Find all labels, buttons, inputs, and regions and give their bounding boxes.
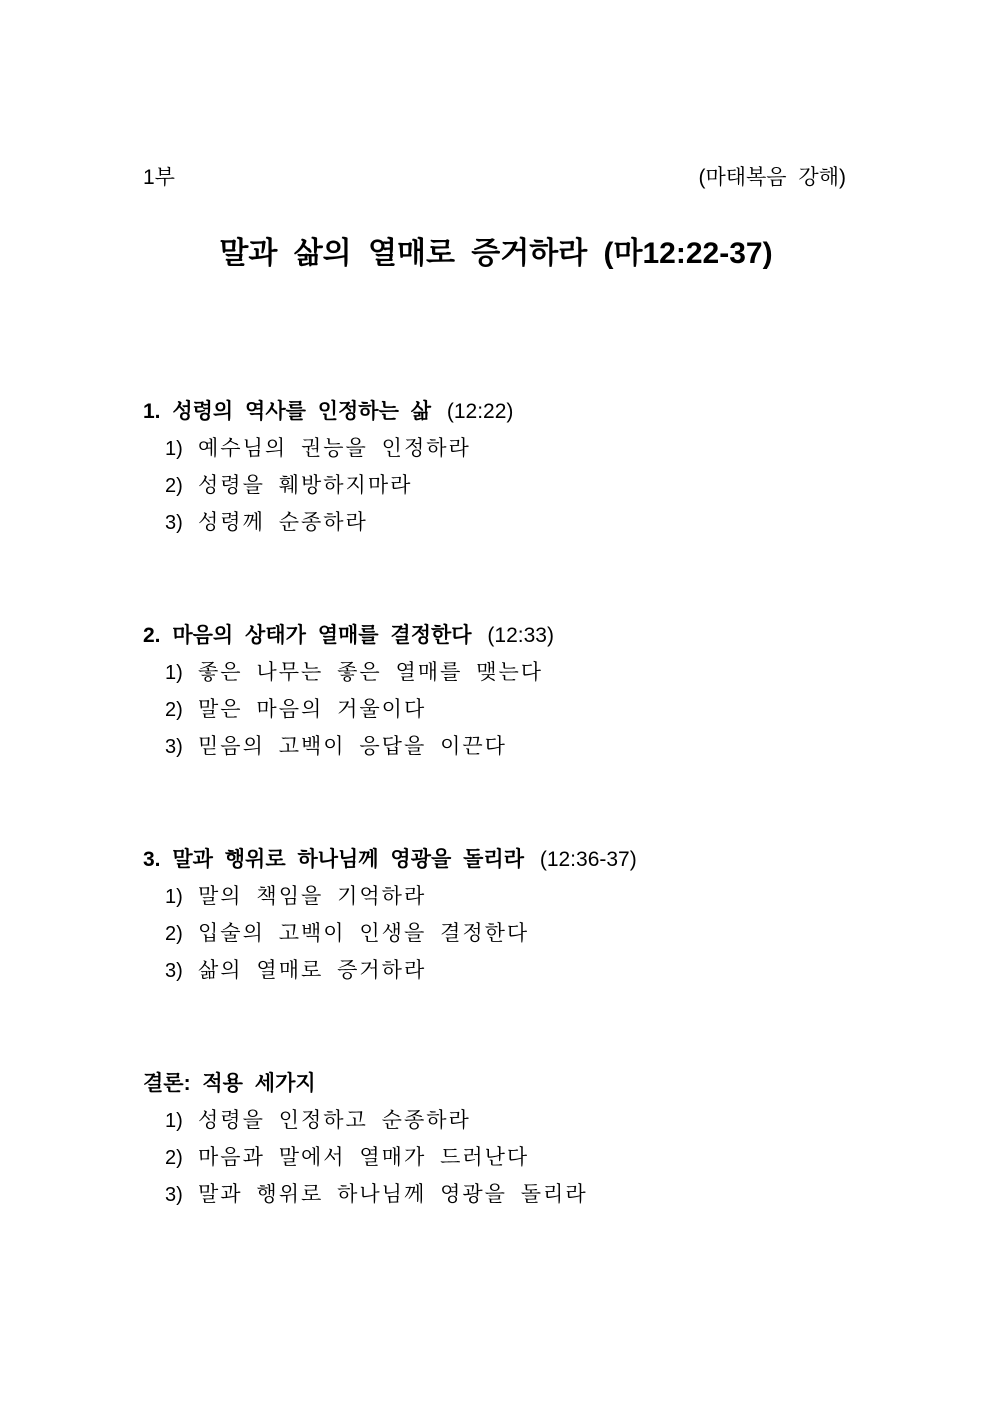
- list-item: [143, 657, 863, 694]
- item-number: 3): [165, 512, 183, 534]
- scripture-reference: (12:36-37): [539, 848, 637, 871]
- item-text: 말의 책임을 기억하라: [198, 885, 427, 908]
- item-number: 1): [165, 886, 183, 908]
- part-label: 1부: [143, 166, 175, 189]
- conclusion-section: [143, 1068, 863, 1216]
- list-item: [143, 1105, 863, 1142]
- item-text: 말과 행위로 하나님께 영광을 돌리라: [198, 1183, 588, 1206]
- item-text: 입술의 고백이 인생을 결정한다: [198, 922, 530, 945]
- list-item: [143, 470, 863, 507]
- series-label: (마태복음 강해): [698, 166, 846, 189]
- scripture-reference: (12:33): [487, 624, 554, 647]
- item-number: 3): [165, 1184, 183, 1206]
- page-header: [143, 162, 846, 194]
- list-item: [143, 731, 863, 768]
- item-number: 1): [165, 662, 183, 684]
- list-item: [143, 955, 863, 992]
- section-heading: [143, 396, 863, 428]
- list-item: [143, 507, 863, 544]
- section-heading-text: 결론: 적용 세가지: [143, 1072, 316, 1095]
- item-text: 말은 마음의 거울이다: [198, 698, 427, 721]
- section-heading: [143, 1068, 863, 1100]
- item-number: 2): [165, 1147, 183, 1169]
- section-item-list: [143, 433, 863, 544]
- section-heading: [143, 844, 863, 876]
- section-1: [143, 396, 863, 544]
- item-number: 2): [165, 923, 183, 945]
- document-title: 말과 삶의 열매로 증거하라 (마12:22-37): [219, 237, 773, 270]
- section-heading: [143, 620, 863, 652]
- list-item: [143, 918, 863, 955]
- item-text: 좋은 나무는 좋은 열매를 맺는다: [198, 661, 544, 684]
- item-text: 성령을 인정하고 순종하라: [198, 1109, 471, 1132]
- item-number: 1): [165, 1110, 183, 1132]
- section-heading-text: 1. 성령의 역사를 인정하는 삶: [143, 400, 431, 423]
- item-number: 2): [165, 699, 183, 721]
- item-number: 3): [165, 736, 183, 758]
- item-number: 3): [165, 960, 183, 982]
- section-heading-text: 2. 마음의 상태가 열매를 결정한다: [143, 624, 472, 647]
- item-number: 1): [165, 438, 183, 460]
- section-heading-text: 3. 말과 행위로 하나님께 영광을 돌리라: [143, 848, 524, 871]
- section-2: [143, 620, 863, 768]
- section-item-list: [143, 881, 863, 992]
- section-item-list: [143, 657, 863, 768]
- section-item-list: [143, 1105, 863, 1216]
- list-item: [143, 694, 863, 731]
- item-number: 2): [165, 475, 183, 497]
- list-item: [143, 881, 863, 918]
- scripture-reference: (12:22): [446, 400, 514, 423]
- item-text: 삶의 열매로 증거하라: [198, 959, 427, 982]
- list-item: [143, 1142, 863, 1179]
- item-text: 성령께 순종하라: [198, 511, 368, 534]
- section-3: [143, 844, 863, 992]
- list-item: [143, 433, 863, 470]
- item-text: 성령을 훼방하지마라: [198, 474, 413, 497]
- list-item: [143, 1179, 863, 1216]
- item-text: 믿음의 고백이 응답을 이끈다: [198, 735, 507, 758]
- item-text: 마음과 말에서 열매가 드러난다: [198, 1146, 530, 1169]
- item-text: 예수님의 권능을 인정하라: [198, 437, 471, 460]
